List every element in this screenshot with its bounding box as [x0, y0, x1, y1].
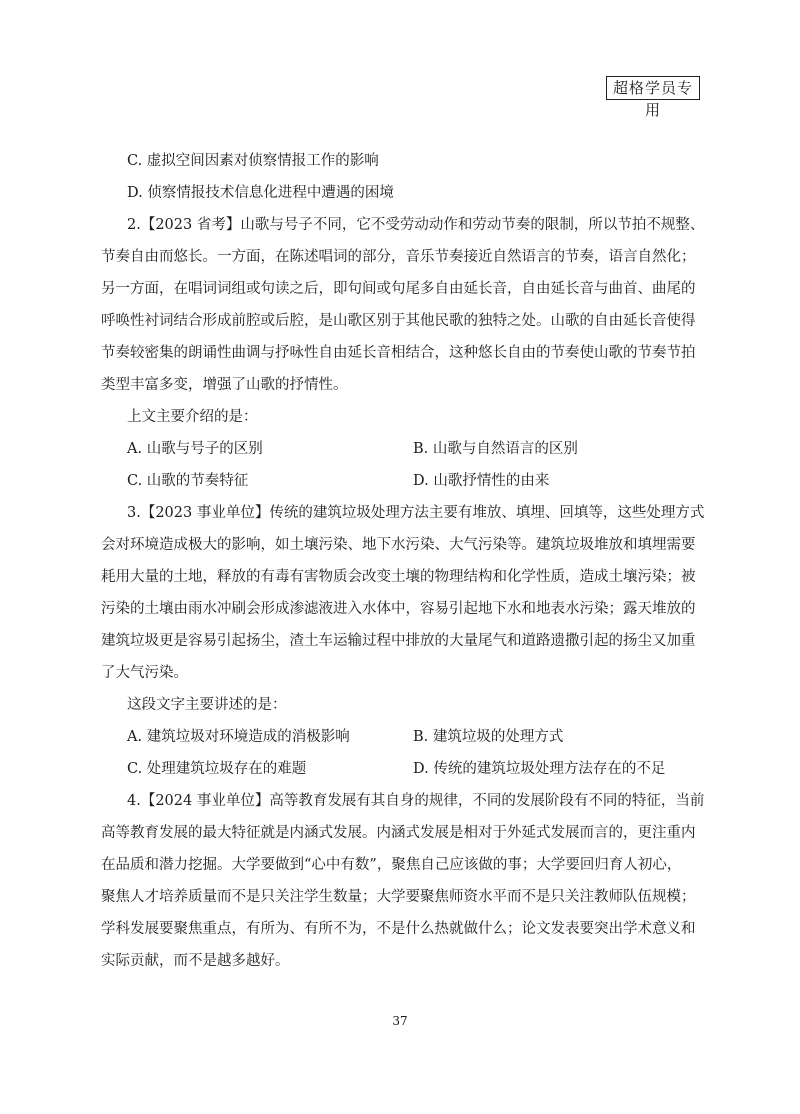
q3-line: 建筑垃圾更是容易引起扬尘，渣土车运输过程中排放的大量尾气和道路遗撒引起的扬尘又加重 — [101, 633, 696, 649]
q2-option-a: A. 山歌与号子的区别 — [127, 441, 263, 457]
q2-line: 另一方面，在唱词词组或句读之后，即句间或句尾多自由延长音，自由延长音与曲首、曲尾的 — [101, 281, 696, 297]
student-only-badge: 超格学员专用 — [606, 76, 700, 100]
question-2-stem — [101, 209, 717, 401]
q3-option-a: A. 建筑垃圾对环境造成的消极影响 — [127, 729, 350, 745]
question-3-prompt: 这段文字主要讲述的是： — [127, 697, 287, 713]
q3-option-d: D. 传统的建筑垃圾处理方法存在的不足 — [413, 761, 666, 777]
q4-line: 聚焦人才培养质量而不是只关注学生数量；大学要聚焦师资水平而不是只关注教师队伍规模； — [101, 889, 696, 905]
question-2-options-row-2 — [101, 465, 717, 497]
q2-line: 呼唤性衬词结合形成前腔或后腔，是山歌区别于其他民歌的独特之处。山歌的自由延长音使得 — [101, 313, 696, 329]
page-number: 37 — [392, 1014, 408, 1028]
q4-line: 实际贡献，而不是越多越好。 — [101, 953, 290, 969]
question-3-stem — [101, 497, 717, 689]
q2-line: 2.【2023 省考】山歌与号子不同，它不受劳动动作和劳动节奏的限制，所以节拍不规整、 — [127, 217, 705, 233]
page-content — [101, 145, 717, 977]
option-c-prev: C. 虚拟空间因素对侦察情报工作的影响 — [127, 153, 379, 169]
q2-line: 节奏自由而悠长。一方面，在陈述唱词的部分，音乐节奏接近自然语言的节奏，语言自然化； — [101, 249, 696, 265]
q2-option-c: C. 山歌的节奏特征 — [127, 473, 249, 489]
q2-option-b: B. 山歌与自然语言的区别 — [413, 441, 578, 457]
question-3-options-row-1 — [101, 721, 717, 753]
q4-line: 4.【2024 事业单位】高等教育发展有其自身的规律，不同的发展阶段有不同的特征，当前 — [127, 793, 705, 809]
q2-option-d: D. 山歌抒情性的由来 — [413, 473, 550, 489]
q3-line: 耗用大量的土地，释放的有毒有害物质会改变土壤的物理结构和化学性质，造成土壤污染；被 — [101, 569, 696, 585]
q4-line: 学科发展要聚焦重点，有所为、有所不为，不是什么热就做什么；论文发表要突出学术意义和 — [101, 921, 696, 937]
question-2-options-row-1 — [101, 433, 717, 465]
q3-line: 会对环境造成极大的影响，如土壤污染、地下水污染、大气污染等。建筑垃圾堆放和填埋需要 — [101, 537, 696, 553]
option-d-prev: D. 侦察情报技术信息化进程中遭遇的困境 — [127, 185, 394, 201]
q3-line: 3.【2023 事业单位】传统的建筑垃圾处理方法主要有堆放、填埋、回填等，这些处理方式 — [127, 505, 705, 521]
question-3-options-row-2 — [101, 753, 717, 785]
q3-option-c: C. 处理建筑垃圾存在的难题 — [127, 761, 307, 777]
q2-line: 节奏较密集的朗诵性曲调与抒咏性自由延长音相结合，这种悠长自由的节奏使山歌的节奏节拍 — [101, 345, 696, 361]
q2-line: 类型丰富多变，增强了山歌的抒情性。 — [101, 377, 348, 393]
question-2-prompt: 上文主要介绍的是： — [127, 409, 258, 425]
q3-option-b: B. 建筑垃圾的处理方式 — [413, 729, 564, 745]
q4-line: 高等教育发展的最大特征就是内涵式发展。内涵式发展是相对于外延式发展而言的，更注重内 — [101, 825, 696, 841]
question-4-stem — [101, 785, 717, 977]
q4-line: 在品质和潜力挖掘。大学要做到“心中有数”，聚焦自己应该做的事；大学要回归育人初心， — [101, 857, 682, 873]
q3-line: 了大气污染。 — [101, 665, 188, 681]
q3-line: 污染的土壤由雨水冲刷会形成渗滤液进入水体中，容易引起地下水和地表水污染；露天堆放的 — [101, 601, 696, 617]
